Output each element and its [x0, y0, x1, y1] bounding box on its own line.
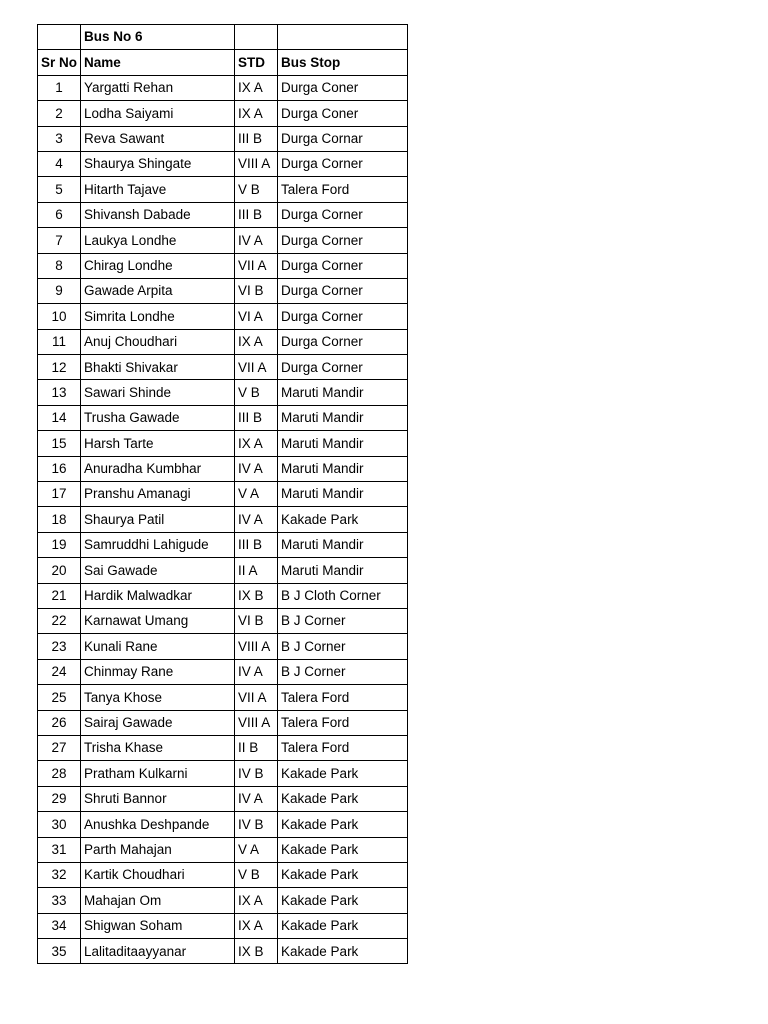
sr-no-cell: 25	[38, 685, 81, 710]
bus-stop-cell: Kakade Park	[278, 837, 408, 862]
student-name-cell: Trisha Khase	[81, 735, 235, 760]
sr-no-cell: 19	[38, 532, 81, 557]
table-row	[38, 278, 408, 303]
sr-no-cell: 28	[38, 761, 81, 786]
bus-stop-cell: Maruti Mandir	[278, 532, 408, 557]
std-cell: VIII A	[235, 634, 278, 659]
sr-no-cell: 15	[38, 431, 81, 456]
bus-stop-cell: Kakade Park	[278, 862, 408, 887]
sr-no-cell: 9	[38, 278, 81, 303]
student-name-cell: Anushka Deshpande	[81, 812, 235, 837]
table-row	[38, 507, 408, 532]
std-cell: V A	[235, 482, 278, 507]
bus-stop-cell: Durga Corner	[278, 202, 408, 227]
bus-stop-cell: Talera Ford	[278, 735, 408, 760]
sr-no-cell: 30	[38, 812, 81, 837]
sr-no-cell: 10	[38, 304, 81, 329]
table-row	[38, 380, 408, 405]
std-cell: IX A	[235, 888, 278, 913]
sr-no-cell: 6	[38, 202, 81, 227]
sr-no-cell: 22	[38, 608, 81, 633]
table-row	[38, 126, 408, 151]
table-row	[38, 761, 408, 786]
bus-stop-cell: Durga Coner	[278, 101, 408, 126]
student-name-cell: Sai Gawade	[81, 558, 235, 583]
bus-stop-cell: Durga Corner	[278, 228, 408, 253]
sr-no-cell: 11	[38, 329, 81, 354]
sr-no-cell: 24	[38, 659, 81, 684]
sr-no-cell: 3	[38, 126, 81, 151]
std-cell: III B	[235, 126, 278, 151]
table-row	[38, 837, 408, 862]
table-row	[38, 913, 408, 938]
sr-no-cell: 16	[38, 456, 81, 481]
table-row	[38, 735, 408, 760]
bus-stop-cell: Kakade Park	[278, 913, 408, 938]
std-cell: VII A	[235, 355, 278, 380]
sr-no-cell: 13	[38, 380, 81, 405]
student-name-cell: Yargatti Rehan	[81, 75, 235, 100]
sr-no-cell: 27	[38, 735, 81, 760]
std-cell: IX B	[235, 583, 278, 608]
sr-no-cell: 1	[38, 75, 81, 100]
student-name-cell: Karnawat Umang	[81, 608, 235, 633]
header-bus-stop: Bus Stop	[278, 50, 408, 75]
student-name-cell: Shruti Bannor	[81, 786, 235, 811]
bus-stop-cell: Talera Ford	[278, 177, 408, 202]
std-cell: IV B	[235, 812, 278, 837]
table-row	[38, 608, 408, 633]
bus-stop-cell: Kakade Park	[278, 888, 408, 913]
table-row	[38, 202, 408, 227]
std-cell: IX A	[235, 913, 278, 938]
student-name-cell: Pranshu Amanagi	[81, 482, 235, 507]
student-name-cell: Shaurya Patil	[81, 507, 235, 532]
std-cell: V A	[235, 837, 278, 862]
sr-no-cell: 35	[38, 939, 81, 964]
std-cell: VI A	[235, 304, 278, 329]
bus-stop-cell: B J Corner	[278, 608, 408, 633]
sr-no-cell: 7	[38, 228, 81, 253]
std-cell: III B	[235, 405, 278, 430]
std-cell: V B	[235, 862, 278, 887]
bus-stop-cell: Durga Coner	[278, 75, 408, 100]
student-name-cell: Kunali Rane	[81, 634, 235, 659]
student-name-cell: Kartik Choudhari	[81, 862, 235, 887]
table-row	[38, 101, 408, 126]
title-sr-cell	[38, 25, 81, 50]
bus-stop-cell: Durga Corner	[278, 329, 408, 354]
table-row	[38, 532, 408, 557]
student-name-cell: Mahajan Om	[81, 888, 235, 913]
std-cell: IX A	[235, 329, 278, 354]
sr-no-cell: 33	[38, 888, 81, 913]
std-cell: VII A	[235, 685, 278, 710]
student-name-cell: Sawari Shinde	[81, 380, 235, 405]
bus-stop-cell: Kakade Park	[278, 761, 408, 786]
sr-no-cell: 17	[38, 482, 81, 507]
student-name-cell: Samruddhi Lahigude	[81, 532, 235, 557]
student-name-cell: Pratham Kulkarni	[81, 761, 235, 786]
student-name-cell: Shigwan Soham	[81, 913, 235, 938]
sr-no-cell: 18	[38, 507, 81, 532]
std-cell: IX A	[235, 101, 278, 126]
table-row	[38, 659, 408, 684]
std-cell: IV A	[235, 507, 278, 532]
student-name-cell: Lalitaditaayyanar	[81, 939, 235, 964]
bus-stop-cell: Durga Corner	[278, 355, 408, 380]
title-row	[38, 25, 408, 50]
student-name-cell: Trusha Gawade	[81, 405, 235, 430]
student-name-cell: Anuj Choudhari	[81, 329, 235, 354]
std-cell: IV A	[235, 456, 278, 481]
student-name-cell: Chinmay Rane	[81, 659, 235, 684]
std-cell: IX B	[235, 939, 278, 964]
table-row	[38, 329, 408, 354]
bus-stop-cell: Maruti Mandir	[278, 558, 408, 583]
bus-stop-cell: B J Corner	[278, 634, 408, 659]
header-row	[38, 50, 408, 75]
std-cell: IV B	[235, 761, 278, 786]
std-cell: II A	[235, 558, 278, 583]
sr-no-cell: 29	[38, 786, 81, 811]
student-name-cell: Anuradha Kumbhar	[81, 456, 235, 481]
std-cell: III B	[235, 532, 278, 557]
table-row	[38, 405, 408, 430]
bus-stop-cell: B J Corner	[278, 659, 408, 684]
student-name-cell: Hitarth Tajave	[81, 177, 235, 202]
sr-no-cell: 5	[38, 177, 81, 202]
student-name-cell: Sairaj Gawade	[81, 710, 235, 735]
table-row	[38, 151, 408, 176]
header-name: Name	[81, 50, 235, 75]
sr-no-cell: 31	[38, 837, 81, 862]
bus-stop-cell: Talera Ford	[278, 710, 408, 735]
bus-stop-cell: B J Cloth Corner	[278, 583, 408, 608]
std-cell: IX A	[235, 431, 278, 456]
student-name-cell: Gawade Arpita	[81, 278, 235, 303]
table-row	[38, 786, 408, 811]
student-name-cell: Chirag Londhe	[81, 253, 235, 278]
student-name-cell: Simrita Londhe	[81, 304, 235, 329]
std-cell: V B	[235, 177, 278, 202]
table-row	[38, 177, 408, 202]
student-name-cell: Hardik Malwadkar	[81, 583, 235, 608]
student-name-cell: Tanya Khose	[81, 685, 235, 710]
bus-stop-cell: Maruti Mandir	[278, 431, 408, 456]
bus-stop-cell: Talera Ford	[278, 685, 408, 710]
table-row	[38, 482, 408, 507]
sr-no-cell: 32	[38, 862, 81, 887]
student-name-cell: Reva Sawant	[81, 126, 235, 151]
student-name-cell: Harsh Tarte	[81, 431, 235, 456]
student-name-cell: Shivansh Dabade	[81, 202, 235, 227]
student-name-cell: Shaurya Shingate	[81, 151, 235, 176]
sr-no-cell: 2	[38, 101, 81, 126]
bus-stop-cell: Maruti Mandir	[278, 380, 408, 405]
std-cell: II B	[235, 735, 278, 760]
title-stop-cell	[278, 25, 408, 50]
std-cell: IV A	[235, 659, 278, 684]
sr-no-cell: 26	[38, 710, 81, 735]
table-row	[38, 634, 408, 659]
bus-stop-cell: Maruti Mandir	[278, 456, 408, 481]
bus-stop-cell: Maruti Mandir	[278, 482, 408, 507]
student-name-cell: Lodha Saiyami	[81, 101, 235, 126]
table-row	[38, 431, 408, 456]
student-name-cell: Parth Mahajan	[81, 837, 235, 862]
bus-stop-cell: Kakade Park	[278, 812, 408, 837]
header-std: STD	[235, 50, 278, 75]
bus-stop-cell: Durga Corner	[278, 278, 408, 303]
std-cell: IX A	[235, 75, 278, 100]
sr-no-cell: 21	[38, 583, 81, 608]
bus-stop-cell: Kakade Park	[278, 939, 408, 964]
bus-number-title: Bus No 6	[81, 25, 235, 50]
table-row	[38, 228, 408, 253]
std-cell: III B	[235, 202, 278, 227]
std-cell: VI B	[235, 278, 278, 303]
std-cell: VIII A	[235, 710, 278, 735]
header-sr-no: Sr No	[38, 50, 81, 75]
table-row	[38, 304, 408, 329]
sr-no-cell: 8	[38, 253, 81, 278]
std-cell: VI B	[235, 608, 278, 633]
std-cell: IV A	[235, 786, 278, 811]
std-cell: VII A	[235, 253, 278, 278]
bus-stop-cell: Durga Corner	[278, 253, 408, 278]
table-row	[38, 685, 408, 710]
std-cell: IV A	[235, 228, 278, 253]
student-name-cell: Laukya Londhe	[81, 228, 235, 253]
title-std-cell	[235, 25, 278, 50]
table-row	[38, 75, 408, 100]
sr-no-cell: 12	[38, 355, 81, 380]
sr-no-cell: 20	[38, 558, 81, 583]
table-row	[38, 253, 408, 278]
bus-stop-cell: Maruti Mandir	[278, 405, 408, 430]
bus-stop-cell: Kakade Park	[278, 786, 408, 811]
bus-stop-cell: Durga Corner	[278, 151, 408, 176]
bus-stop-cell: Kakade Park	[278, 507, 408, 532]
table-row	[38, 558, 408, 583]
std-cell: VIII A	[235, 151, 278, 176]
bus-stop-cell: Durga Corner	[278, 304, 408, 329]
table-row	[38, 456, 408, 481]
table-row	[38, 355, 408, 380]
sr-no-cell: 4	[38, 151, 81, 176]
sr-no-cell: 14	[38, 405, 81, 430]
table-row	[38, 939, 408, 964]
table-row	[38, 862, 408, 887]
table-row	[38, 710, 408, 735]
table-row	[38, 583, 408, 608]
sr-no-cell: 23	[38, 634, 81, 659]
std-cell: V B	[235, 380, 278, 405]
student-name-cell: Bhakti Shivakar	[81, 355, 235, 380]
bus-roster-table	[37, 24, 408, 964]
table-row	[38, 812, 408, 837]
sr-no-cell: 34	[38, 913, 81, 938]
table-row	[38, 888, 408, 913]
bus-stop-cell: Durga Cornar	[278, 126, 408, 151]
